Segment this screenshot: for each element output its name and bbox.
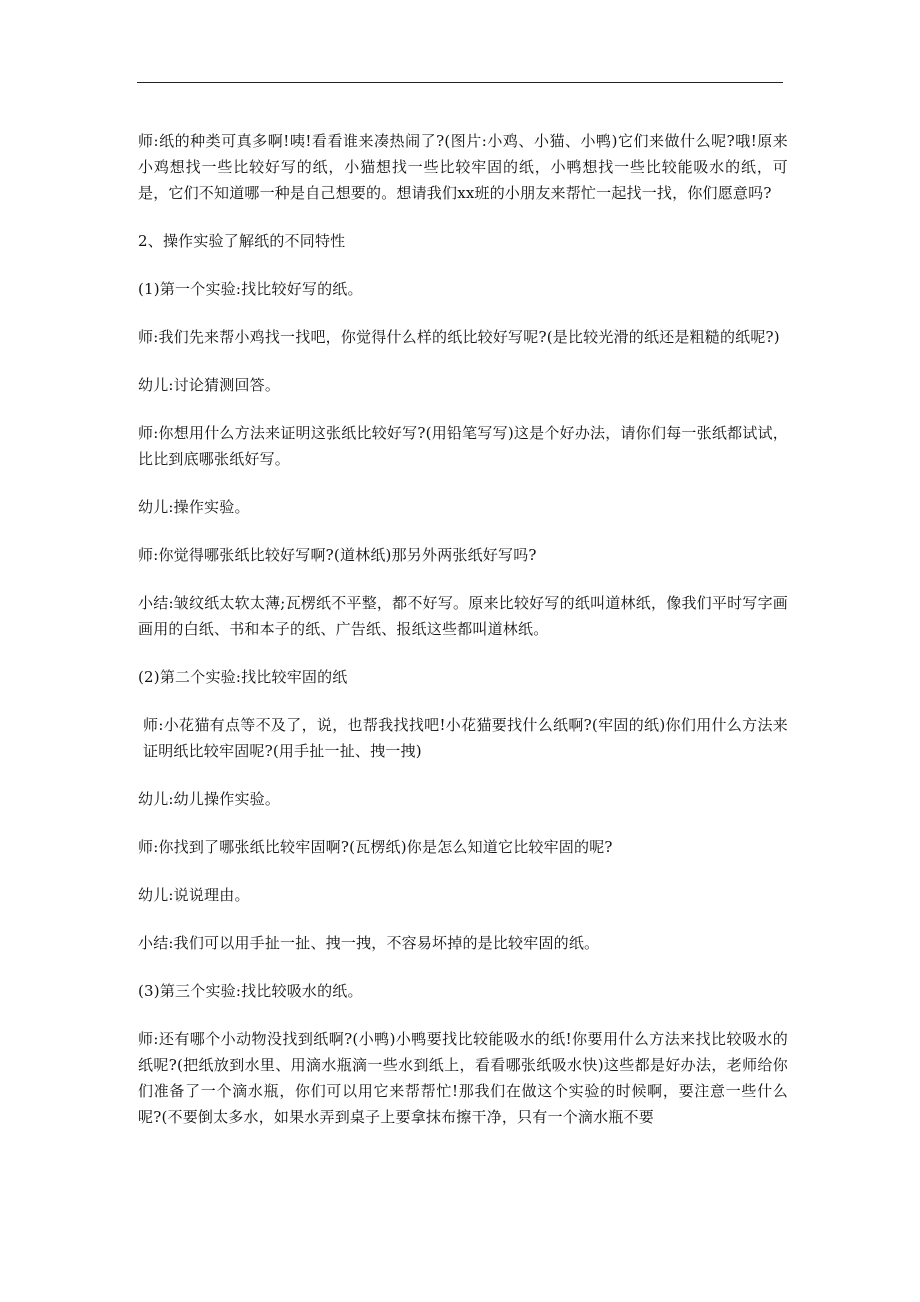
paragraph-teacher-1: 师:我们先来帮小鸡找一找吧，你觉得什么样的纸比较好写呢?(是比较光滑的纸还是粗糙的纸呢?) bbox=[138, 328, 780, 346]
paragraph-teacher-5: 师:你找到了哪张纸比较牢固啊?(瓦楞纸)你是怎么知道它比较牢固的呢? bbox=[138, 838, 613, 856]
paragraph-summary-2: 小结:我们可以用手扯一扯、拽一拽，不容易坏掉的是比较牢固的纸。 bbox=[138, 934, 600, 952]
paragraph-child-3: 幼儿:幼儿操作实验。 bbox=[138, 790, 281, 808]
experiment-2-heading: (2)第二个实验:找比较牢固的纸 bbox=[138, 668, 348, 686]
header-rule bbox=[137, 82, 783, 83]
experiment-3-heading: (3)第三个实验:找比较吸水的纸。 bbox=[138, 982, 363, 1000]
paragraph-teacher-2: 师:你想用什么方法来证明这张纸比较好写?(用铅笔写写)这是个好办法，请你们每一张纸都试试，比比到底哪张纸好写。 bbox=[138, 424, 788, 468]
paragraph-child-1: 幼儿:讨论猜测回答。 bbox=[138, 376, 281, 394]
paragraph-summary-1: 小结:皱纹纸太软太薄;瓦楞纸不平整，都不好写。原来比较好写的纸叫道林纸，像我们平时写字画画用的白纸、书和本子的纸、广告纸、报纸这些都叫道林纸。 bbox=[138, 594, 788, 638]
paragraph-child-4: 幼儿:说说理由。 bbox=[138, 886, 250, 904]
paragraph-intro: 师:纸的种类可真多啊!咦!看看谁来凑热闹了?(图片:小鸡、小猫、小鸭)它们来做什么呢?哦!原来小鸡想找一些比较好写的纸，小猫想找一些比较牢固的纸，小鸭想找一些比较能吸水的纸，可是，它们不知道哪一种是自己想要的。想请我们xx班的小朋友来帮忙一起找一找，你们愿意吗? bbox=[138, 132, 788, 202]
experiment-1-heading: (1)第一个实验:找比较好写的纸。 bbox=[138, 280, 363, 298]
section-heading-experiments: 2、操作实验了解纸的不同特性 bbox=[138, 232, 346, 250]
paragraph-teacher-3: 师:你觉得哪张纸比较好写啊?(道林纸)那另外两张纸好写吗? bbox=[138, 546, 537, 564]
document-body bbox=[138, 128, 788, 1152]
paragraph-teacher-6: 师:还有哪个小动物没找到纸啊?(小鸭)小鸭要找比较能吸水的纸!你要用什么方法来找比较吸水的纸呢?(把纸放到水里、用滴水瓶滴一些水到纸上，看看哪张纸吸水快)这些都是好办法，老师给你们准备了一个滴水瓶，你们可以用它来帮帮忙!那我们在做这个实验的时候啊，要注意一些什么呢?(不要倒太多水，如果水弄到桌子上要拿抹布擦干净，只有一个滴水瓶不要 bbox=[138, 1030, 788, 1126]
paragraph-child-2: 幼儿:操作实验。 bbox=[138, 498, 250, 516]
paragraph-teacher-4: 师:小花猫有点等不及了，说，也帮我找找吧!小花猫要找什么纸啊?(牢固的纸)你们用什么方法来证明纸比较牢固呢?(用手扯一扯、拽一拽) bbox=[143, 716, 788, 760]
